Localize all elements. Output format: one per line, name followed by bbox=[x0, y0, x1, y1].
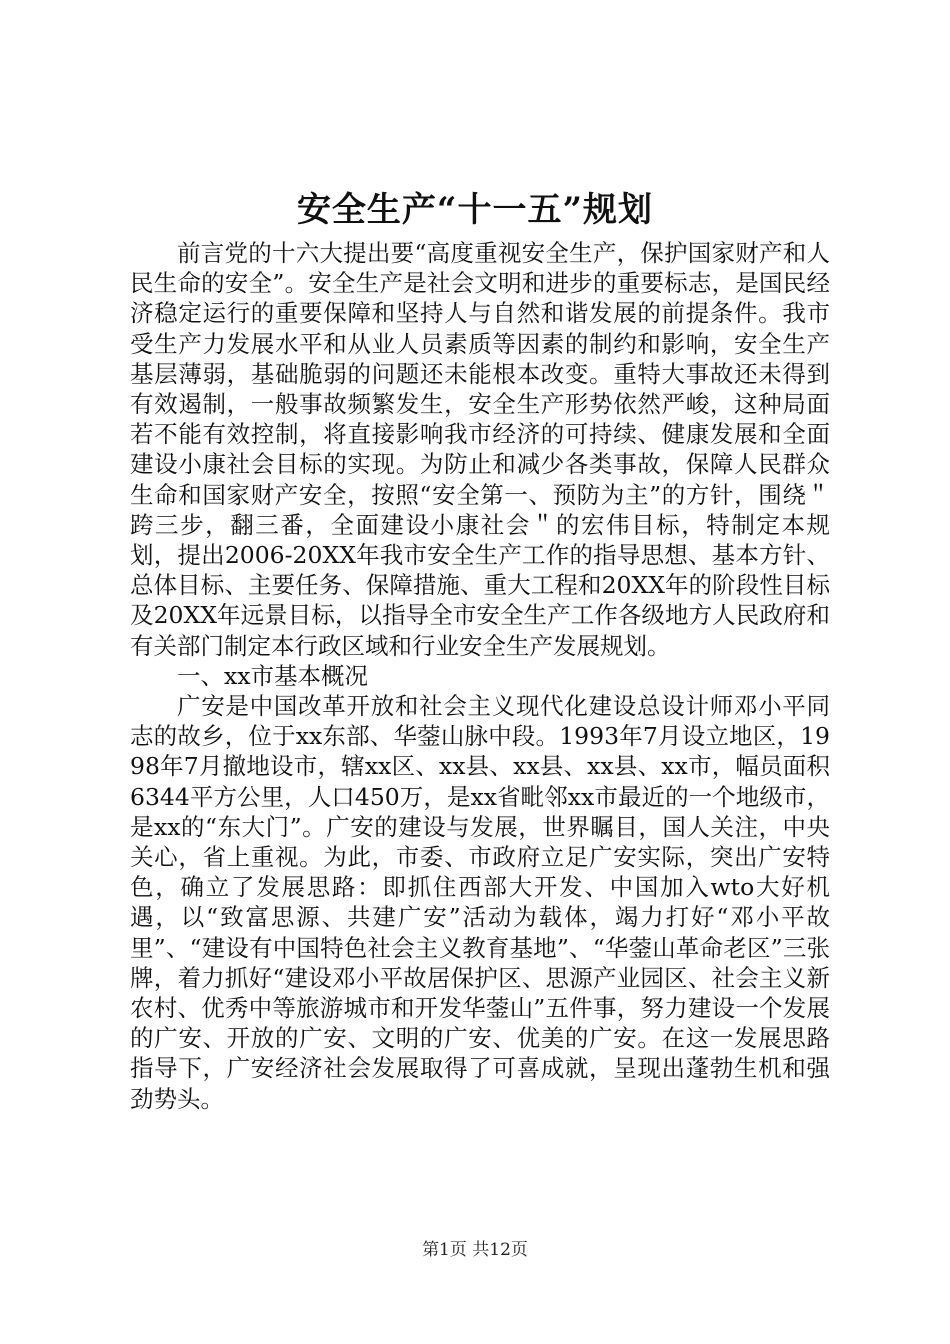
document-title: 安全生产“十一五”规划 bbox=[296, 190, 654, 230]
paragraph-overview: 广安是中国改革开放和社会主义现代化建设总设计师邓小平同志的故乡，位于xx东部、华蓥山脉中段。1993年7月设立地区，1998年7月撤地设市，辖xx区、xx县、xx县、xx县、xx市，幅员面积6344平方公里，人口450万，是xx省毗邻xx市最近的一个地级市，是xx的“东大门”。广安的建设与发展，世界瞩目，国人关注，中央关心，省上重视。为此，市委、市政府立足广安实际，突出广安特色，确立了发展思路：即抓住西部大开发、中国加入wto大好机遇，以“致富思源、共建广安”活动为载体，竭力打好“邓小平故里”、“建设有中国特色社会主义教育基地”、“华蓥山革命老区”三张牌，着力抓好“建设邓小平故居保护区、思源产业园区、社会主义新农村、优秀中等旅游城市和开发华蓥山”五件事，努力建设一个发展的广安、开放的广安、文明的广安、优美的广安。在这一发展思路指导下，广安经济社会发展取得了可喜成就，呈现出蓬勃生机和强劲势头。 bbox=[130, 692, 830, 1113]
document-body bbox=[130, 238, 830, 1114]
section-heading-overview: 一、xx市基本概况 bbox=[177, 661, 369, 690]
paragraph-preface: 前言党的十六大提出要“高度重视安全生产，保护国家财产和人民生命的安全”。安全生产是社会文明和进步的重要标志，是国民经济稳定运行的重要保障和坚持人与自然和谐发展的前提条件。我市受生产力发展水平和从业人员素质等因素的制约和影响，安全生产基层薄弱，基础脆弱的问题还未能根本改变。重特大事故还未得到有效遏制，一般事故频繁发生，安全生产形势依然严峻，这种局面若不能有效控制，将直接影响我市经济的可持续、健康发展和全面建设小康社会目标的实现。为防止和减少各类事故，保障人民群众生命和国家财产安全，按照“安全第一、预防为主”的方针，围绕＂跨三步，翻三番，全面建设小康社会＂的宏伟目标，特制定本规划，提出2006-20XX年我市安全生产工作的指导思想、基本方针、总体目标、主要任务、保障措施、重大工程和20XX年的阶段性目标及20XX年远景目标，以指导全市安全生产工作各级地方人民政府和有关部门制定本行政区域和行业安全生产发展规划。 bbox=[130, 239, 830, 660]
page-number-footer: 第1页 共12页 bbox=[422, 1240, 528, 1260]
